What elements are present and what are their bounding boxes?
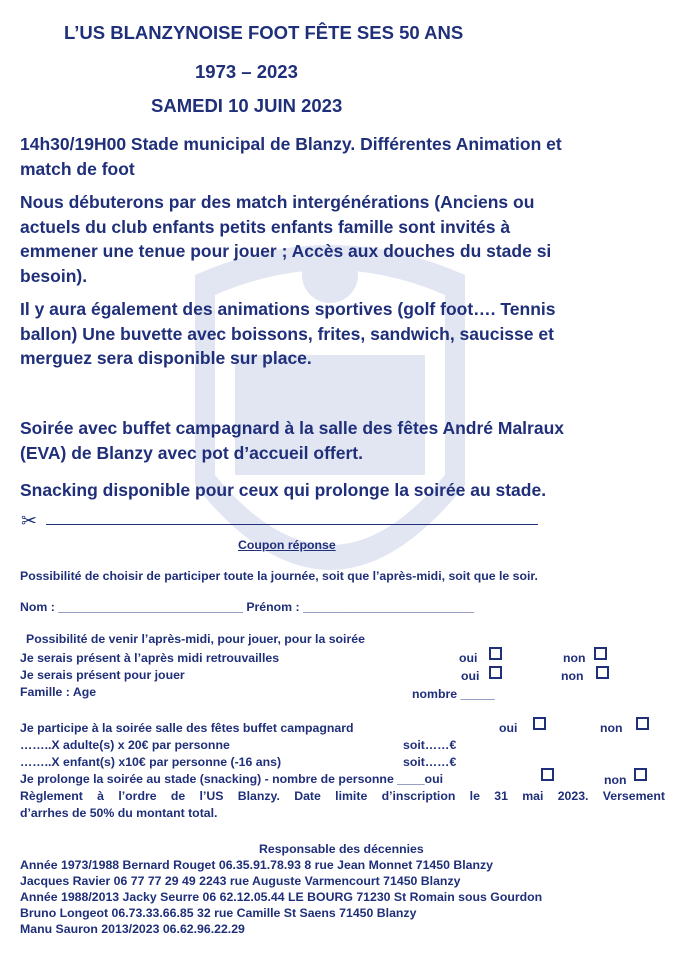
- paragraph-snacking: [20, 478, 670, 503]
- event-date: SAMEDI 10 JUIN 2023: [151, 95, 343, 116]
- child-total: soit……€: [403, 755, 457, 769]
- checkbox-retrouvailles-yes[interactable]: [489, 647, 502, 660]
- responsables-title: Responsable des décennies: [259, 842, 424, 856]
- row-label-jouer: Je serais présent pour jouer: [20, 668, 185, 682]
- adult-total: soit……€: [403, 738, 457, 752]
- paragraph-animations: [20, 297, 670, 371]
- no-label: non: [563, 651, 586, 665]
- family-label: Famille : Age: [20, 685, 97, 699]
- scissors-icon: ✂: [21, 511, 37, 532]
- no-label: non: [561, 669, 584, 683]
- no-label: non: [604, 773, 627, 787]
- text-line: emmener une tenue pour jouer ; Accès aux douches du stade si: [20, 241, 552, 261]
- event-title: L’US BLANZYNOISE FOOT FÊTE SES 50 ANS: [64, 22, 464, 43]
- text-line: Soirée avec buffet campagnard à la salle des fêtes André Malraux: [20, 418, 565, 438]
- row-label-retrouvailles: Je serais présent à l’après midi retrouvailles: [20, 651, 280, 665]
- paragraph-schedule: [20, 132, 670, 181]
- responsable-line: Année 1988/2013 Jacky Seurre 06 62.12.05.44 LE BOURG 71230 St Romain sous Gourdon: [20, 890, 543, 904]
- coupon-title: Coupon réponse: [238, 538, 336, 552]
- no-label: non: [600, 721, 623, 735]
- text-line: ballon) Une buvette avec boissons, frites, sandwich, saucisse et: [20, 323, 554, 344]
- responsable-line: Bruno Longeot 06.73.33.66.85 32 rue Camille St Saens 71450 Blanzy: [20, 906, 417, 920]
- soiree-label: Je participe à la soirée salle des fêtes buffet campagnard: [20, 721, 354, 735]
- checkbox-jouer-yes[interactable]: [489, 666, 502, 679]
- checkbox-retrouvailles-no[interactable]: [594, 647, 607, 660]
- payment-line-1: Règlement à l’ordre de l’US Blanzy. Date limite d’inscription le 31 mai 2023. Versement: [20, 789, 665, 803]
- checkbox-soiree-no[interactable]: [636, 717, 649, 730]
- checkbox-soiree-yes[interactable]: [533, 717, 546, 730]
- text-line: besoin).: [20, 265, 88, 286]
- responsable-line: Jacques Ravier 06 77 77 29 49 2243 rue Auguste Varmencourt 71450 Blanzy: [20, 874, 461, 888]
- text-line: Nous débuterons par des match intergénérations (Anciens ou: [20, 192, 535, 212]
- checkbox-snack-no[interactable]: [634, 768, 647, 781]
- text-line: actuels du club enfants petits enfants famille sont invités à: [20, 216, 511, 237]
- child-line[interactable]: ……..X enfant(s) x10€ par personne (-16 ans): [20, 755, 282, 769]
- paragraph-soiree: [20, 416, 670, 465]
- checkbox-jouer-no[interactable]: [596, 666, 609, 679]
- coupon-intro: Possibilité de choisir de participer toute la journée, soit que l’après-midi, soit que le soir.: [20, 569, 538, 583]
- yes-label: oui: [461, 669, 480, 683]
- responsable-line: Manu Sauron 2013/2023 06.62.96.22.29: [20, 922, 245, 936]
- snack-line: Je prolonge la soirée au stade (snacking) - nombre de personne ____oui: [20, 772, 443, 786]
- text-line: 14h30/19H00 Stade municipal de Blanzy. Différentes Animation et: [20, 134, 562, 154]
- adult-line[interactable]: ……..X adulte(s) x 20€ par personne: [20, 738, 230, 752]
- text-line: Il y aura également des animations sportives (golf foot…. Tennis: [20, 299, 556, 319]
- text-line: Snacking disponible pour ceux qui prolonge la soirée au stade.: [20, 480, 547, 500]
- name-fields[interactable]: Nom : ___________________________ Prénom : _________________________: [20, 600, 475, 614]
- text-line: merguez sera disponible sur place.: [20, 348, 312, 368]
- paragraph-matches: [20, 190, 670, 288]
- yes-label: oui: [499, 721, 518, 735]
- family-count[interactable]: nombre _____: [412, 687, 495, 701]
- responsable-line: Année 1973/1988 Bernard Rouget 06.35.91.78.93 8 rue Jean Monnet 71450 Blanzy: [20, 858, 493, 872]
- cut-line: [46, 524, 538, 525]
- yes-label: oui: [459, 651, 478, 665]
- checkbox-snack-yes[interactable]: [541, 768, 554, 781]
- event-years: 1973 – 2023: [195, 61, 298, 82]
- payment-line-2: d’arrhes de 50% du montant total.: [20, 806, 218, 820]
- text-line: match de foot: [20, 158, 135, 179]
- text-line: (EVA) de Blanzy avec pot d’accueil offert.: [20, 442, 363, 463]
- choice-title: Possibilité de venir l’après-midi, pour jouer, pour la soirée: [26, 632, 365, 646]
